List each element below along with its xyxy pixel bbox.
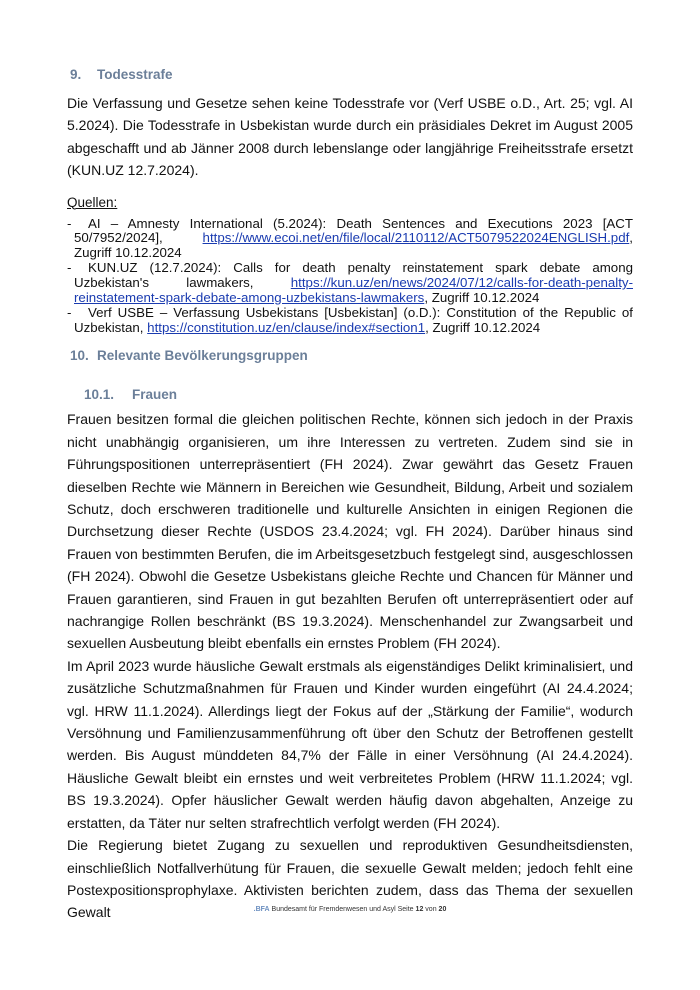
subsection-heading-10-1 xyxy=(67,387,633,403)
footer-page-number: 12 xyxy=(415,906,424,913)
paragraph: Die Regierung bietet Zugang zu sexuellen und reproduktiven Gesundheitsdiensten, einschließlich Notfallverhütung für Frauen, die sexuelle Gewalt melden; jedoch fehlt eine Postexpositionsprophylaxe. Aktivisten berichten zudem, dass das Thema der sexuellen Gewalt xyxy=(67,837,633,921)
source-access: , Zugriff 10.12.2024 xyxy=(424,289,540,305)
source-access: , Zugriff 10.12.2024 xyxy=(74,230,633,260)
bfa-logo: .BFA xyxy=(253,906,270,913)
section-title: Relevante Bevölkerungsgruppen xyxy=(97,348,308,364)
source-access: , Zugriff 10.12.2024 xyxy=(425,319,541,335)
source-link[interactable]: https://www.ecoi.net/en/file/local/2110112/ACT5079522024ENGLISH.pdf xyxy=(202,230,630,246)
source-text: Verf USBE – Verfassung Usbekistans [Usbekistan] (o.D.): Constitution of the Republic of Uzbekistan, xyxy=(74,305,633,335)
footer-of-label: von xyxy=(425,906,437,913)
source-link[interactable]: https://kun.uz/en/news/2024/07/12/calls-for-death-penalty-reinstatement-spark-debate-among-uzbekistans-lawmakers xyxy=(74,275,633,305)
source-item: - Verf USBE – Verfassung Usbekistans [Usbekistan] (o.D.): Constitution of the Republic of Uzbekistan, https://constitution.uz/en/clause/index#section1, Zugriff 10.12.2024 xyxy=(67,305,633,335)
paragraph: Frauen besitzen formal die gleichen politischen Rechte, können sich jedoch in der Praxis nicht unabhängig organisieren, um ihre Interessen zu vertreten. Zudem sind sie in Führungspositionen unterrepräsentiert (FH 2024). Zwar gewährt das Gesetz Frauen dieselben Rechte wie Männern in Bereichen wie Gesundheit, Bildung, Arbeit und sozialem Schutz, doch erschweren traditionelle und kulturelle Ansichten in einigen Regionen die Durchsetzung dieser Rechte (USDOS 23.4.2024; vgl. FH 2024). Darüber hinaus sind Frauen von bestimmten Berufen, die im Arbeitsgesetzbuch festgelegt sind, ausgeschlossen (FH 2024). Obwohl die Gesetze Usbekistans gleiche Rechte und Chancen für Männer und Frauen garantieren, sind Frauen in gut bezahlten Berufen oft unterrepräsentiert oder auf nachrangige Rollen beschränkt (BS 19.3.2024). Menschenhandel zur Zwangsarbeit und sexuellen Ausbeutung bleibt ebenfalls ein ernstes Problem (FH 2024). xyxy=(67,411,633,652)
paragraph: Im April 2023 wurde häusliche Gewalt erstmals als eigenständiges Delikt kriminalisiert, und zusätzliche Schutzmaßnahmen für Frauen und Kinder wurden eingeführt (AI 24.4.2024; vgl. HRW 11.1.2024). Allerdings liegt der Fokus auf der „Stärkung der Familie“, wodurch Versöhnung und Familienzusammenführung oft über den Schutz der Betroffenen gestellt werden. Bis August münddeten 84,7% der Fälle in einer Versöhnung (AI 24.4.2024). Häusliche Gewalt bleibt ein ernstes und weit verbreitetes Problem (HRW 11.1.2024; vgl. BS 19.3.2024). Opfer häuslicher Gewalt werden häufig davon abgehalten, Anzeige zu erstatten, da Täter nur selten strafrechtlich verfolgt werden (FH 2024). xyxy=(67,657,633,831)
paragraph: Die Verfassung und Gesetze sehen keine Todesstrafe vor (Verf USBE o.D., Art. 25; vgl. AI 5.2024). Die Todesstrafe in Usbekistan wurde durch ein präsidiales Dekret im August 2005 abgeschafft und ab Jänner 2008 durch lebenslange oder langjährige Freiheitsstrafe ersetzt (KUN.UZ 12.7.2024). xyxy=(67,95,633,179)
footer-org: Bundesamt für Fremdenwesen und Asyl xyxy=(271,906,396,913)
section-title: Todesstrafe xyxy=(97,67,173,82)
footer-page-label: Seite xyxy=(397,906,414,913)
source-text: AI – Amnesty International (5.2024): Death Sentences and Executions 2023 [ACT 50/7952/2024], xyxy=(74,215,633,246)
page-footer xyxy=(0,906,700,913)
section-heading-10 xyxy=(67,348,633,364)
source-text: KUN.UZ (12.7.2024): Calls for death penalty reinstatement spark debate among Uzbekistan's lawmakers, xyxy=(74,260,633,290)
section-heading-9 xyxy=(67,67,633,83)
source-item: - KUN.UZ (12.7.2024): Calls for death penalty reinstatement spark debate among Uzbekistan's lawmakers, https://kun.uz/en/news/2024/07/12/calls-for-death-penalty-reinstatement-spark-debate-among-uzbekistans-lawmakers, Zugriff 10.12.2024 xyxy=(67,260,633,305)
source-item: - AI – Amnesty International (5.2024): Death Sentences and Executions 2023 [ACT 50/7952/2024], https://www.ecoi.net/en/file/local/2110112/ACT5079522024ENGLISH.pdf, Zugriff 10.12.2024 xyxy=(67,215,633,260)
section-number: 10. xyxy=(70,348,89,364)
source-link[interactable]: https://constitution.uz/en/clause/index#section1 xyxy=(147,319,426,335)
footer-page-total: 20 xyxy=(438,906,447,913)
section-title: Frauen xyxy=(132,387,178,403)
document-page xyxy=(67,67,633,924)
sources-list xyxy=(67,217,633,336)
section-number: 9. xyxy=(70,67,82,82)
sources-title: Quellen: xyxy=(67,194,118,210)
section-number: 10.1. xyxy=(84,387,115,403)
